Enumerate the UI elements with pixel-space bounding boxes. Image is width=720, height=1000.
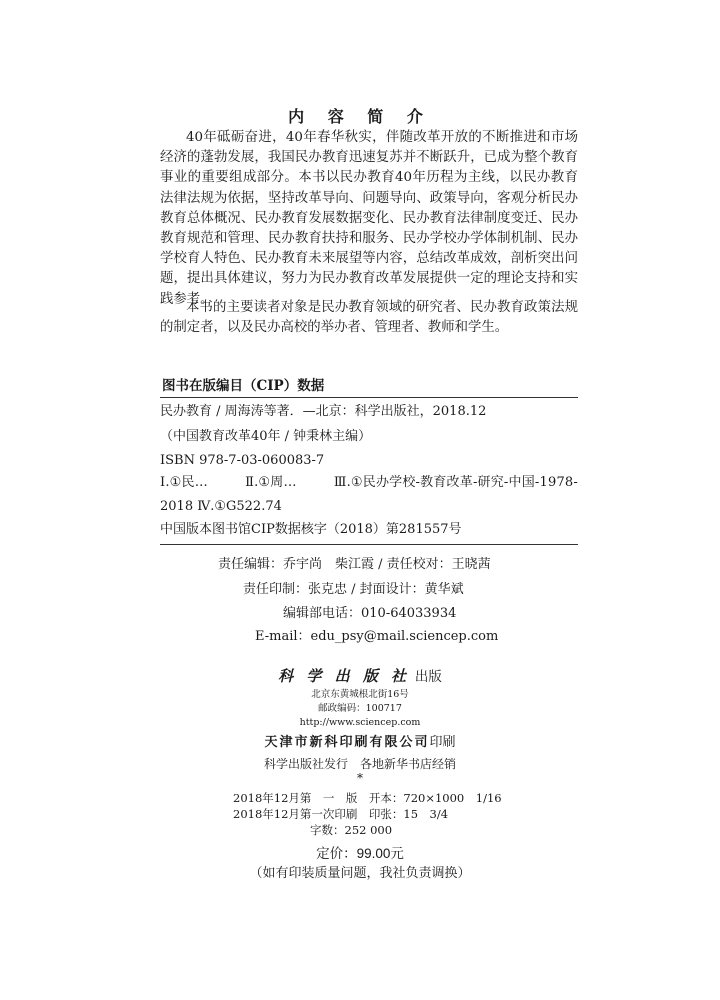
- intro-paragraph-2: 本书的主要读者对象是民办教育领域的研究者、民办教育政策法规的制定者，以及民办高校的举办者、管理者、教师和学生。: [160, 300, 578, 336]
- cip-series-line: （中国教育改革40年 / 钟秉林主编）: [160, 429, 372, 444]
- editors-credit: 责任编辑：乔宇尚 柴江霞 / 责任校对：王晓茜: [218, 557, 491, 572]
- cip-record-number: 中国版本图书馆CIP数据核字（2018）第281557号: [160, 522, 462, 537]
- printer-line: [0, 731, 720, 750]
- intro-paragraph-1: 40年砥砺奋进，40年春华秋实，伴随改革开放的不断推进和市场经济的蓬勃发展，我国民办教育迅速复苏并不断跃升，已成为整个教育事业的重要组成部分。本书以民办教育40年历程为主线，以民办教育法律法规为依据，坚持改革导向、问题导向、政策导向，客观分析民办教育总体概况、民办教育发展数据变化、民办教育法律制度变迁、民办教育规范和管理、民办教育扶持和服务、民办学校办学体制机制、民办学校育人特色、民办教育未来展望等内容，总结改革成效，剖析突出问题，提出具体建议，努力为民办教育改革发展提供一定的理论支持和实践参考。: [160, 130, 578, 307]
- print-design-credit: 责任印制：张克忠 / 封面设计：黄华斌: [243, 582, 464, 597]
- cip-class-2: Ⅱ.①周…: [245, 475, 297, 490]
- printing-spec-line: 2018年12月第一次印刷 印张：15 3/4: [233, 807, 449, 821]
- cip-class-1: Ⅰ.①民…: [160, 475, 208, 490]
- publisher-postal-code: 邮政编码：100717: [318, 703, 402, 714]
- editorial-phone: 编辑部电话：010-64033934: [283, 606, 457, 621]
- publisher-url: http://www.sciencep.com: [299, 717, 421, 728]
- cip-classification-cont: 2018 Ⅳ.①G522.74: [160, 499, 282, 514]
- quality-note: （如有印装质量问题，我社负责调换）: [249, 866, 471, 881]
- publisher-line: [0, 665, 720, 686]
- price: 定价：99.00元: [316, 846, 404, 861]
- word-count: 字数：252 000: [310, 823, 393, 837]
- section-title: 内 容 简 介: [288, 107, 432, 126]
- cip-top-rule: [160, 397, 578, 398]
- cip-class-3: Ⅲ.①民办学校-教育改革-研究-中国-1978-: [333, 475, 578, 490]
- cip-isbn-line: ISBN 978-7-03-060083-7: [160, 453, 325, 468]
- printer-name: 天津市新科印刷有限公司: [264, 735, 430, 750]
- cip-bottom-rule: [160, 544, 578, 545]
- cip-classification-line: [160, 475, 578, 491]
- publisher-address: 北京东黄城根北街16号: [311, 689, 409, 700]
- separator-star: *: [357, 771, 363, 785]
- distribution-line: 科学出版社发行 各地新华书店经销: [263, 757, 456, 771]
- editorial-email: E-mail：edu_psy@mail.sciencep.com: [255, 629, 499, 644]
- publisher-suffix: 出版: [414, 669, 442, 684]
- cip-title-line: 民办教育 / 周海涛等著．—北京：科学出版社，2018.12: [160, 404, 487, 419]
- edition-spec-line: 2018年12月第 一 版 开本：720×1000 1/16: [233, 791, 502, 805]
- cip-heading: 图书在版编目（CIP）数据: [162, 378, 325, 394]
- printer-suffix: 印刷: [429, 734, 456, 749]
- publisher-name: 科 学 出 版 社: [278, 667, 411, 685]
